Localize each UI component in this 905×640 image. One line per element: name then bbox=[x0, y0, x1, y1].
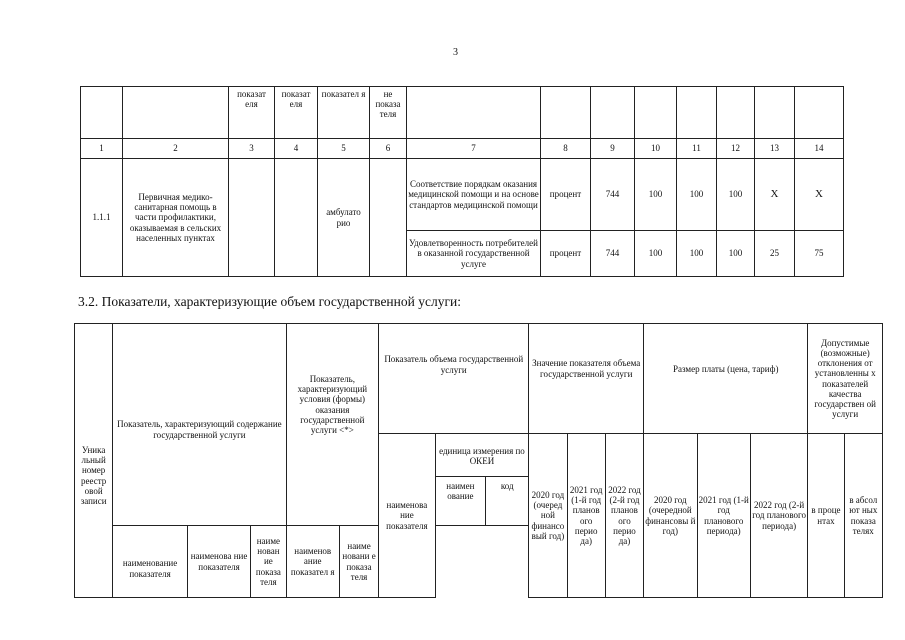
t1-header-c2 bbox=[123, 87, 229, 139]
empty-cell bbox=[275, 159, 318, 277]
value-2021: 100 bbox=[677, 231, 717, 277]
okei-unit-label: единица измерения по ОКЕИ bbox=[439, 445, 525, 466]
fee-2020-header: 2020 год (очередной финансовы й год) bbox=[644, 434, 697, 598]
t1-header-c8 bbox=[541, 87, 591, 139]
t1-header-c4: показат еля bbox=[275, 87, 318, 139]
t1-header-c12 bbox=[717, 87, 755, 139]
empty-cell bbox=[229, 159, 275, 277]
column-number: 12 bbox=[717, 139, 755, 159]
table-row bbox=[81, 159, 844, 231]
value-2020: 100 bbox=[635, 231, 677, 277]
empty-cell bbox=[370, 159, 407, 277]
section-heading: 3.2. Показатели, характеризующие объем государственной услуги: bbox=[78, 294, 461, 309]
t1-header-c3: показат еля bbox=[229, 87, 275, 139]
deviation-absolute: Х bbox=[795, 159, 844, 231]
volume-value-header: Значение показателя объема государственной услуги bbox=[529, 324, 644, 434]
deviation-absolute-header: в абсол ют ных показа телях bbox=[844, 434, 882, 598]
t1-header-c6: не показа теля bbox=[370, 87, 407, 139]
deviation-header: Допустимые (возможные) отклонения от установленны х показателей качества государствен ой услуги bbox=[808, 324, 883, 434]
conditions-indicator-header: Показатель, характеризующий условия (формы) оказания государственной услуги <*> bbox=[286, 324, 379, 526]
value-2020-header: 2020 год (очеред ной финансо вый год) bbox=[529, 434, 567, 598]
indicator-unit: процент bbox=[541, 159, 591, 231]
fee-2022-header: 2022 год (2-й год планового периода) bbox=[750, 434, 807, 598]
column-number: 9 bbox=[591, 139, 635, 159]
column-number: 8 bbox=[541, 139, 591, 159]
column-number: 14 bbox=[795, 139, 844, 159]
column-number: 11 bbox=[677, 139, 717, 159]
deviation-percent: 25 bbox=[755, 231, 795, 277]
column-number: 6 bbox=[370, 139, 407, 159]
content-indicator-header: Показатель, характеризующий содержание государственной услуги bbox=[113, 324, 286, 526]
volume-indicator-name-header: наименова ние показателя bbox=[379, 434, 435, 598]
t1-header-c13 bbox=[755, 87, 795, 139]
content-sub-header: наименова ние показателя bbox=[187, 526, 250, 598]
indicator-name: Соответствие порядкам оказания медицинской помощи и на основе стандартов медицинской помощи bbox=[407, 159, 541, 231]
okei-code-header: код bbox=[500, 481, 514, 491]
value-2021: 100 bbox=[677, 159, 717, 231]
t1-header-c7 bbox=[407, 87, 541, 139]
fee-header: Размер платы (цена, тариф) bbox=[644, 324, 808, 434]
page-number: 3 bbox=[453, 47, 458, 58]
deviation-absolute: 75 bbox=[795, 231, 844, 277]
indicator-okei-code: 744 bbox=[591, 231, 635, 277]
okei-unit-header bbox=[435, 434, 529, 526]
column-number: 2 bbox=[123, 139, 229, 159]
t1-header-c10 bbox=[635, 87, 677, 139]
unique-registry-number-header: Уника льный номер реестр овой записи bbox=[75, 324, 113, 598]
column-number: 13 bbox=[755, 139, 795, 159]
conditions-sub-header: наиме новани е показа теля bbox=[339, 526, 378, 598]
quality-indicators-table bbox=[80, 86, 844, 277]
fee-2021-header: 2021 год (1-й год планового периода) bbox=[697, 434, 750, 598]
column-number: 5 bbox=[318, 139, 370, 159]
t1-header-c9 bbox=[591, 87, 635, 139]
service-name: Первичная медико-санитарная помощь в части профилактики, оказываемая в сельских населенных пунктах bbox=[123, 159, 229, 277]
column-number: 10 bbox=[635, 139, 677, 159]
content-sub-header: наиме нован ие показа теля bbox=[251, 526, 286, 598]
t1-number-row bbox=[81, 139, 844, 159]
value-2021-header: 2021 год (1-й год планов ого перио да) bbox=[567, 434, 605, 598]
column-number: 1 bbox=[81, 139, 123, 159]
volume-indicators-table bbox=[74, 323, 883, 598]
service-condition: амбулато рио bbox=[318, 159, 370, 277]
deviation-percent-header: в проце нтах bbox=[808, 434, 844, 598]
column-number: 7 bbox=[407, 139, 541, 159]
value-2022: 100 bbox=[717, 159, 755, 231]
t1-header-c5: показател я bbox=[318, 87, 370, 139]
column-number: 4 bbox=[275, 139, 318, 159]
column-number: 3 bbox=[229, 139, 275, 159]
indicator-unit: процент bbox=[541, 231, 591, 277]
content-sub-header: наименование показателя bbox=[113, 526, 188, 598]
t1-header-c14 bbox=[795, 87, 844, 139]
value-2022: 100 bbox=[717, 231, 755, 277]
indicator-name: Удовлетворенность потребителей в оказанной государственной услуге bbox=[407, 231, 541, 277]
value-2022-header: 2022 год (2-й год планов ого перио да) bbox=[605, 434, 643, 598]
deviation-percent: Х bbox=[755, 159, 795, 231]
t1-header-c1 bbox=[81, 87, 123, 139]
volume-indicator-header: Показатель объема государственной услуги bbox=[379, 324, 529, 434]
indicator-okei-code: 744 bbox=[591, 159, 635, 231]
t1-header-c11 bbox=[677, 87, 717, 139]
value-2020: 100 bbox=[635, 159, 677, 231]
registry-code: 1.1.1 bbox=[81, 159, 123, 277]
conditions-sub-header: наименов ание показател я bbox=[286, 526, 339, 598]
okei-name-header: наимен ование bbox=[436, 477, 487, 525]
